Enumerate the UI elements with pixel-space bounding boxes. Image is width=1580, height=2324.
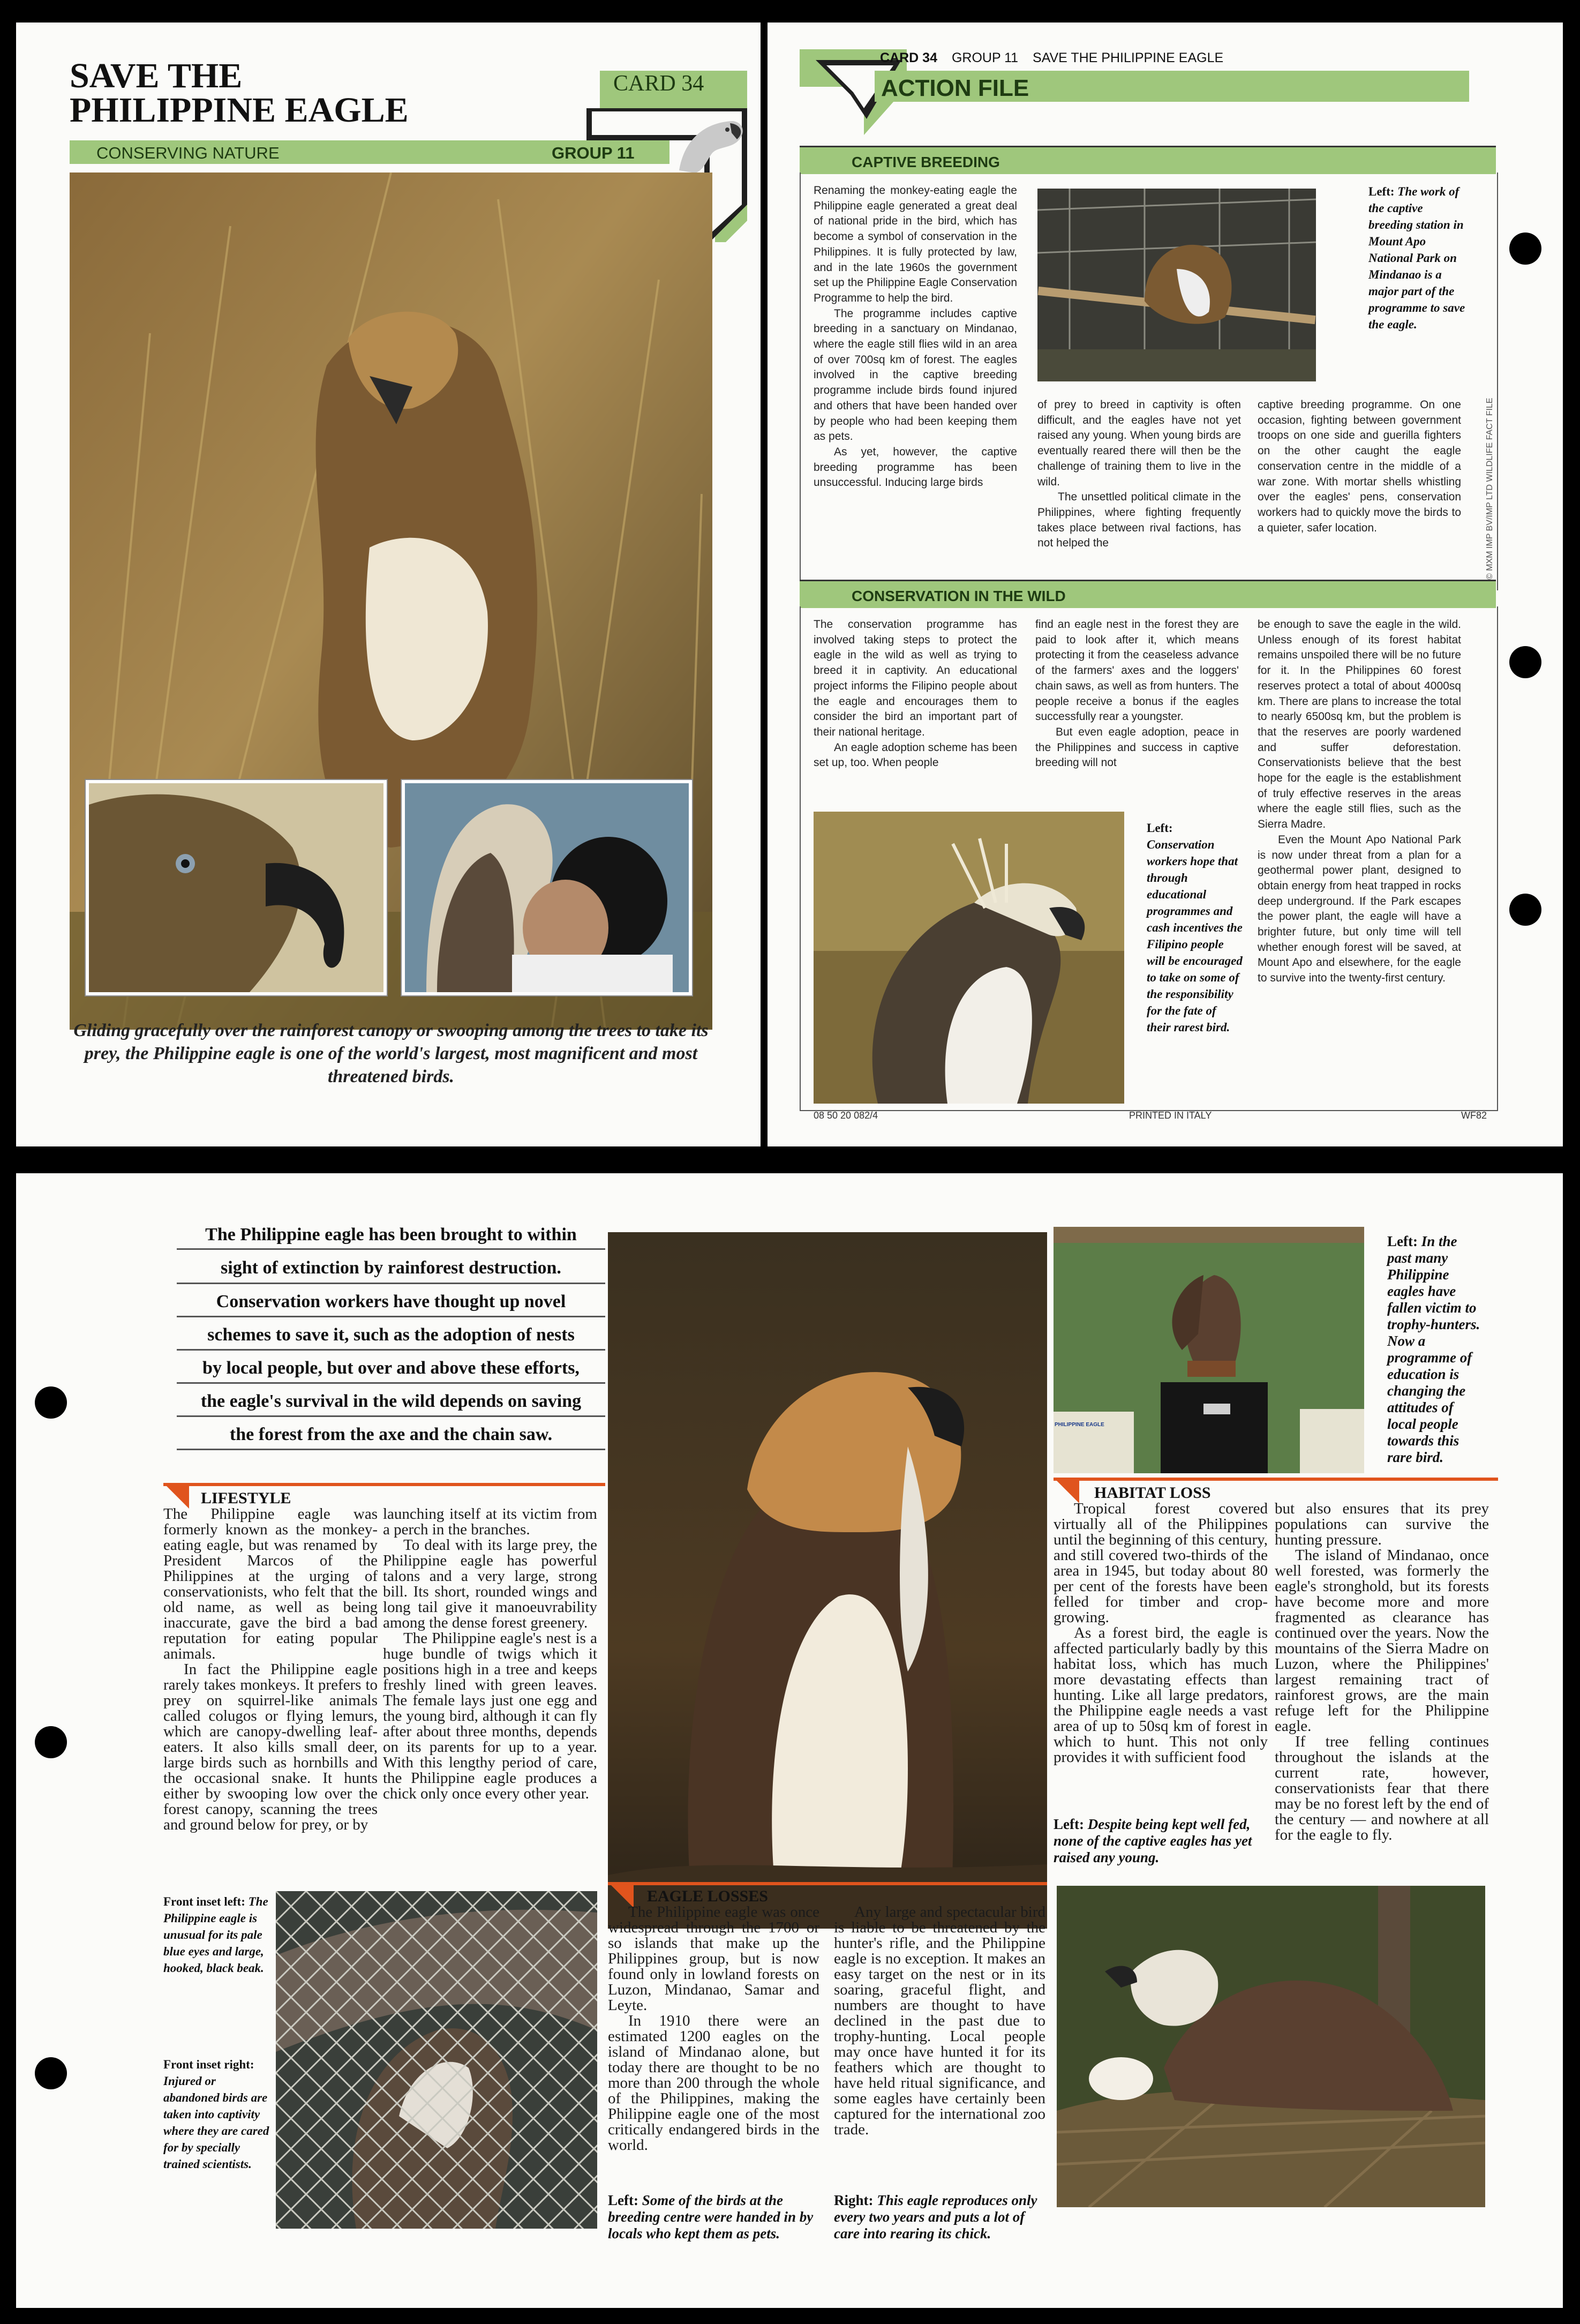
binder-hole xyxy=(35,1726,67,1758)
binder-hole xyxy=(35,2057,67,2089)
binder-hole xyxy=(1509,894,1541,926)
captive-col1-p1: Renaming the monkey-eating eagle the Philippine eagle generated a great deal of national pride in the bird, which has become a symbol of conservation in the Philippines. It is fully protected by law, and in the late 1960s the government set up the Philippine Eagle Conservation Programme to help the bird. xyxy=(814,184,1017,304)
action-file-bar xyxy=(875,71,1469,102)
habitat-caption-lead: Left: xyxy=(1054,1816,1084,1832)
captive-caption-text: The work of the captive breeding station in Mount Apo National Park on Mindanao is a major part of the programme to save the eagle. xyxy=(1368,185,1465,331)
eagle-losses-rule xyxy=(608,1882,1047,1885)
eagle-losses-right-caption xyxy=(834,2192,1045,2242)
wild-col1-p2: An eagle adoption scheme has been set up, too. When people xyxy=(814,741,1017,769)
habitat-col2-p2: The island of Mindanao, once well forested, was formerly the eagle's stronghold, but its forests have become more and more fragmented as clearance has continued over the years. Now the mountains of the Sierra Madre on Luzon, where the Philippines' largest remaining tract of rainforest grows, are the main refuge left for the Philippine eagle. xyxy=(1275,1547,1489,1735)
intro-line-6: the eagle's survival in the wild depends on saving xyxy=(200,1391,582,1411)
intro-line-3: Conservation workers have thought up novel xyxy=(216,1292,566,1311)
eagle-losses-left-lead: Left: xyxy=(608,2192,638,2208)
intro-rule xyxy=(177,1382,605,1384)
habitat-col2-p1: but also ensures that its prey populations can survive the hunting pressure. xyxy=(1275,1500,1489,1548)
wild-col3-p1: be enough to save the eagle in the wild. Unless enough of its forest habitat remains unspoiled there will be no future for it. In the Philippines 60 forest reserves protect a total of about 4000sq km. There are plans to increase the total to nearly 6500sq km, but the problem is that the reserves are poorly wardened and suffer deforestation. Conservationists believe that the best hope for the eagle is the establishment of truly effective reserves in the areas where the eagle still flies, such as the Sierra Madre. xyxy=(1258,618,1461,831)
inset-eagle-head-photo xyxy=(86,780,387,995)
eagle-losses-right-text: This eagle reproduces only every two years and puts a lot of care into rearing its chick. xyxy=(834,2192,1037,2241)
lifestyle-col-1 xyxy=(163,1506,378,1833)
section-label: CONSERVING NATURE xyxy=(96,144,280,162)
meta-card: CARD 34 xyxy=(880,50,937,65)
front-panel xyxy=(16,23,761,1146)
captive-col2-p1: of prey to breed in captivity is often difficult, and the eagles have not yet raised any young. When young birds are eventually reared there will then be the challenge of training them to live in the wild. xyxy=(1037,399,1241,488)
front-caption: Gliding gracefully over the rainforest canopy or swooping among the trees to take its prey, the Philippine eagle is one of the world's largest, most magnificent and most threatened birds. xyxy=(73,1021,709,1086)
habitat-col1-p1: Tropical forest covered virtually all of the Philippines until the beginning of this century, and still covered two-thirds of the area in 1945, but today about 80 per cent of the forests have been felled for timber and crop-growing. xyxy=(1054,1500,1268,1626)
trophy-caption-text: In the past many Philippine eagles have fallen victim to trophy-hunters. Now a programme of education is changing the attitudes of local people towards this rare bird. xyxy=(1387,1233,1480,1465)
wild-box xyxy=(800,606,1498,1111)
eagle-losses-left-text: Some of the birds at the breeding centre were handed in by locals who kept them as pets. xyxy=(608,2192,814,2241)
footer-ref: WF82 xyxy=(1461,1110,1487,1121)
eagle-losses-left-caption xyxy=(608,2192,822,2242)
intro-line-7: the forest from the axe and the chain saw. xyxy=(229,1425,553,1444)
habitat-flag xyxy=(1054,1478,1079,1503)
eagle-losses-col1-p1: The Philippine eagle was once widespread through the 1700 or so islands that make up the Philippines group, but is now found only in lowland forests on Luzon, Mindanao, Samar and Leyte. xyxy=(608,1903,819,2014)
eagle-losses-col-1 xyxy=(608,1905,819,2153)
lifestyle-col2-p3: The Philippine eagle's nest is a huge bundle of twigs which it positions high in a tree and keeps freshly lined with green leaves. The female lays just one egg and the young bird, although it can fly after about three months, depends on its parents for up to a year. With this lengthy period of care, the Philippine eagle produces a chick only once every other year. xyxy=(383,1630,597,1802)
habitat-col-1 xyxy=(1054,1501,1268,1765)
front-inset-right-lead: Front inset right: xyxy=(163,2058,254,2071)
stuffed-eagle-photo xyxy=(1054,1227,1364,1473)
captive-col1-p3: As yet, however, the captive breeding programme has been unsuccessful. Inducing large birds xyxy=(814,445,1017,489)
wild-caption-lead: Left: xyxy=(1147,821,1173,835)
copyright-text: © MXM IMP BV/IMP LTD WILDLIFE FACT FILE xyxy=(1485,398,1494,580)
lifestyle-col2-p1: launching itself at its victim from a perch in the branches. xyxy=(383,1505,597,1538)
intro-rule xyxy=(177,1349,605,1351)
habitat-caption-text: Despite being kept well fed, none of the captive eagles has yet raised any young. xyxy=(1054,1816,1252,1865)
habitat-col-2 xyxy=(1275,1501,1489,1843)
wild-col3-p2: Even the Mount Apo National Park is now under threat from a plan for a geothermal power plant, designed to obtain energy from heat trapped in rocks deep underground. If the Park escapes the power plant, the eagle will have a brighter future, but only time will tell whether enough forest will be saved, at Mount Apo and elsewhere, for the eagle to survive into the twenty-first century. xyxy=(1258,833,1461,985)
intro-line-1: The Philippine eagle has been brought to within xyxy=(205,1225,577,1245)
intro-rule xyxy=(177,1248,605,1250)
trophy-caption xyxy=(1387,1233,1484,1466)
lifestyle-heading: LIFESTYLE xyxy=(201,1489,291,1507)
habitat-caption xyxy=(1054,1816,1268,1866)
lifestyle-rule xyxy=(163,1483,605,1486)
eagle-losses-col2-p1: Any large and spectacular bird is liable to be threatened by the hunter's rifle, and the Philippine eagle is no exception. It makes an easy target on the nest or in its soaring, graceful flight, and numbers are thought to have declined in the past due to trophy-hunting. Local people may once have hunted it for its feathers which are thought to have held ritual significance, and some eagles have certainly been captured for the international zoo trade. xyxy=(834,1903,1045,2138)
binder-hole xyxy=(35,1386,67,1419)
lifestyle-col1-p1: The Philippine eagle was formerly known as the monkey-eating eagle, but was renamed by President Marcos of the Philippines at the urging of conservationists, who felt that the old name, as well as being inaccurate, gave the bird a bad reputation for eating popular animals. xyxy=(163,1505,378,1662)
action-meta xyxy=(880,50,1223,66)
card-title xyxy=(70,56,409,130)
captive-breeding-title: CAPTIVE BREEDING xyxy=(852,154,1000,170)
lifestyle-col1-p2: In fact the Philippine eagle rarely takes monkeys. It prefers to prey on squirrel-like animals called colugos or flying lemurs, which are canopy-dwelling leaf-eaters. It also kills small deer, large birds such as hornbills and the occasional snake. It hunts either by swooping low over the forest canopy, scanning the trees and ground below for prey, or by xyxy=(163,1661,378,1833)
lifestyle-col-2 xyxy=(383,1506,597,1802)
habitat-rule xyxy=(1054,1478,1498,1481)
trophy-sign: PHILIPPINE EAGLE xyxy=(1055,1422,1104,1428)
habitat-col2-p3: If tree felling continues throughout the islands at the current rate, however, conservationists fear that there may be no forest left by the end of the century — and nowhere at all for the eagle to fly. xyxy=(1275,1733,1489,1843)
front-inset-left-lead: Front inset left: xyxy=(163,1895,245,1908)
intro-line-4: schemes to save it, such as the adoption of nests xyxy=(207,1325,575,1345)
front-inset-left-caption xyxy=(163,1893,270,1976)
front-inset-left-text: The Philippine eagle is unusual for its pale blue eyes and large, hooked, black beak. xyxy=(163,1895,268,1975)
front-inset-right-caption xyxy=(163,2056,270,2172)
wild-col2-p2: But even eagle adoption, peace in the Philippines and success in captive breeding will not xyxy=(1035,725,1239,769)
meta-group: GROUP 11 xyxy=(951,50,1019,65)
captive-station-photo xyxy=(1037,189,1316,381)
lifestyle-flag xyxy=(163,1483,189,1509)
title-line-1: SAVE THE xyxy=(70,56,243,95)
wild-col1-p1: The conservation programme has involved taking steps to protect the eagle in the wild as well as trying to breed it in captivity. An educational project informs the Filipino people about the eagle and encourages them to consider the bird an important part of their national heritage. xyxy=(814,618,1017,738)
inset-handler-photo xyxy=(402,780,692,995)
footer-printed: PRINTED IN ITALY xyxy=(1129,1110,1212,1121)
captive-caption xyxy=(1368,183,1470,333)
eagle-losses-col1-p2: In 1910 there were an estimated 1200 eagles on the island of Mindanao alone, but today there are thought to be no more than 200 through the whole of the Philippines, making the Philippine eagle one of the most critically endangered birds in the world. xyxy=(608,2012,819,2154)
caged-eagle-photo xyxy=(276,1891,597,2229)
eagle-losses-right-lead: Right: xyxy=(834,2192,874,2208)
meta-title: SAVE THE PHILIPPINE EAGLE xyxy=(1033,50,1224,65)
wild-caption-text: Conservation workers hope that through educational programmes and cash incentives the Filipino people will be encouraged to take on some of the responsibility for the fate of their rarest bird. xyxy=(1147,838,1243,1034)
wild-col2-p1: find an eagle nest in the forest they are paid to look after it, which means protecting it from the ceaseless advance of the farmers' axes and the loggers' chain saws, as well as from hunters. The people receive a bonus if the eagles successfully rear a youngster. xyxy=(1035,618,1239,723)
wild-title: CONSERVATION IN THE WILD xyxy=(852,588,1066,604)
captive-col2-p2: The unsettled political climate in the Philippines, where fighting frequently takes place between rival factions, has not helped the xyxy=(1037,491,1241,550)
title-line-2: PHILIPPINE EAGLE xyxy=(70,91,409,130)
action-file-panel xyxy=(768,23,1563,1146)
card-number: CARD 34 xyxy=(613,71,704,96)
habitat-col1-p2: As a forest bird, the eagle is affected particularly badly by this habitat loss, which has much more devastating effects than hunting. Like all large predators, the Philippine eagle needs a vast area of up to 50sq km of forest in which to hunt. This not only provides it with sufficient food xyxy=(1054,1624,1268,1766)
captive-col3-p1: captive breeding programme. On one occasion, fighting between government troops on one side and guerilla fighters on the other caught the eagle conservation centre in the middle of a war zone. With mortar shells whistling over the eagles' pens, conservation workers had to quickly move the birds to a quieter, safer location. xyxy=(1258,399,1461,534)
footer-code: 08 50 20 082/4 xyxy=(814,1110,878,1121)
group-label: GROUP 11 xyxy=(552,144,635,162)
habitat-heading: HABITAT LOSS xyxy=(1094,1484,1211,1502)
eagle-losses-col-2 xyxy=(834,1905,1045,2138)
action-file-title: ACTION FILE xyxy=(881,75,1029,101)
intro-rule xyxy=(177,1449,605,1450)
eagle-with-prey-photo xyxy=(608,1232,1047,1929)
captive-col-2 xyxy=(1037,398,1241,551)
binder-hole xyxy=(1509,233,1541,265)
intro-line-2: sight of extinction by rainforest destruction. xyxy=(221,1258,561,1278)
binder-hole xyxy=(1509,646,1541,678)
trophy-caption-lead: Left: xyxy=(1387,1233,1418,1249)
eagle-head-logo xyxy=(674,117,749,176)
back-panel xyxy=(16,1173,1563,2308)
intro-rule xyxy=(177,1316,605,1317)
captive-caption-lead: Left: xyxy=(1368,185,1395,198)
lifestyle-col2-p2: To deal with its large prey, the Philippine eagle has powerful talons and a very large, strong bill. Its short, rounded wings and long tail give it manoeuvrability among the dense forest greenery. xyxy=(383,1536,597,1631)
intro-line-5: by local people, but over and above these efforts, xyxy=(202,1358,580,1378)
intro-rule xyxy=(177,1415,605,1417)
captive-col-1 xyxy=(814,183,1017,491)
wild-header xyxy=(800,580,1496,608)
nesting-eagle-photo xyxy=(1057,1886,1485,2207)
intro-rule xyxy=(177,1283,605,1284)
captive-breeding-header xyxy=(800,146,1496,174)
captive-col1-p2: The programme includes captive breeding in a sanctuary on Mindanao, where the eagle still flies wild in an area of over 700sq km of forest. The eagles involved in the captive breeding programme include birds found injured and others that have been handed over by people who had been keeping them as pets. xyxy=(814,307,1017,443)
captive-col-3 xyxy=(1258,398,1461,536)
eagle-losses-heading: EAGLE LOSSES xyxy=(647,1887,768,1905)
front-inset-right-text: Injured or abandoned birds are taken into captivity where they are cared for by specially trained scientists. xyxy=(163,2074,269,2171)
section-bar xyxy=(70,140,669,164)
